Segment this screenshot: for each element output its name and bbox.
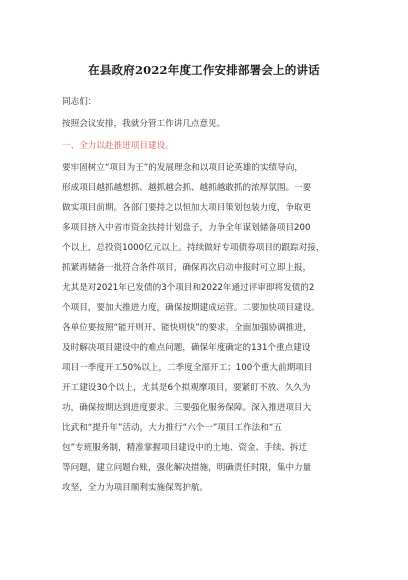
salutation: 同志们：: [62, 97, 97, 107]
body-line: 各单位要按照“能开则开、能快则快”的要求，全面加强协调推进，: [62, 323, 312, 333]
body-line: 抓紧再储备一批符合条件项目，确保再次启动申报时可立即上报，: [62, 263, 312, 273]
body-line: 开工建设30个以上，尤其是6个拟观摩项目，要紧盯不放、久久为: [62, 383, 311, 393]
body-line: 个以上，总投资1000亿元以上。持续做好专项债券项目的跟踪对接，: [62, 243, 325, 253]
body-line: 攻坚，全力为项目顺利实施保驾护航。: [62, 483, 209, 493]
body-line: 形成项目越抓越想抓、越抓越会抓、越抓越敢抓的浓厚氛围。一要: [62, 183, 312, 193]
body-line: 尤其是对2021年已发债的3个项目和2022年通过评审即将发债的2: [62, 283, 315, 293]
body-line: 要牢固树立“项目为王”的发展理念和以项目论英雄的实绩导向，: [62, 163, 303, 173]
intro-paragraph: 按照会议安排，我就分管工作讲几点意见。: [62, 119, 226, 129]
body-line: 个项目，要加大推进力度，确保按期建成运营。二要加快项目建设。: [62, 303, 320, 313]
body-line: 项目一季度开工50%以上，二季度全部开工；100个重大前期项目: [62, 363, 313, 373]
body-line: 及时解决项目建设中的难点问题，确保年度确定的131个重点建设: [62, 343, 311, 353]
body-line: 多项目挤入中省市资金扶持计划盘子，力争全年谋划储备项目200: [62, 223, 311, 233]
body-line: 功，确保按期达到进度要求。三要强化服务保障。深入推进项目大: [62, 403, 312, 413]
body-line: 等问题，建立问题台账，强化解决措施，明确责任时限，集中力量: [62, 463, 312, 473]
section-heading: 一、全力以赴推进项目建设。: [62, 141, 174, 151]
body-line: 包”专班服务制，精准掌握项目建设中的土地、资金、手续、拆迁: [62, 443, 308, 453]
body-line: 比武和“提升年”活动，大力推行“六个一”项目工作法和“五: [62, 423, 282, 433]
body-line: 做实项目前期。各部门要持之以恒加大项目策划包装力度，争取更: [62, 203, 312, 213]
document-title: 在县政府2022年度工作安排部署会上的讲话: [88, 63, 320, 77]
